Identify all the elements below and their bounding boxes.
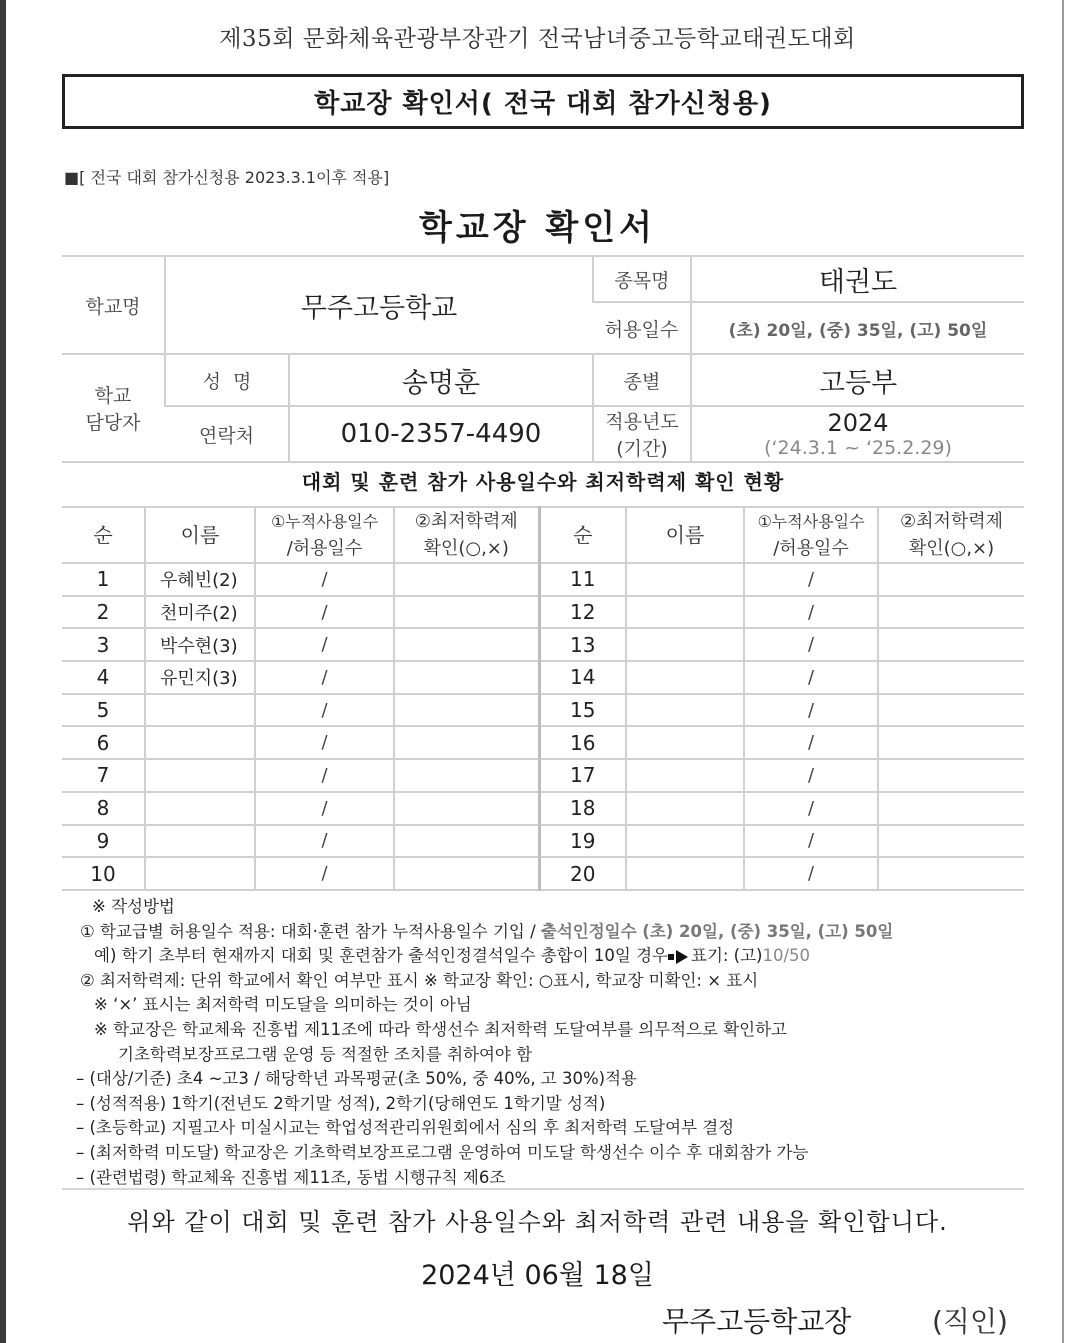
row-number: 7	[62, 759, 145, 792]
check-cell	[394, 726, 539, 759]
header-name-right: 이름	[626, 507, 744, 563]
instruction-1	[80, 920, 1020, 945]
check-cell	[394, 628, 539, 661]
header-days-left	[255, 507, 394, 563]
year-label-line2: (기간)	[616, 438, 668, 460]
arrow-right-icon	[676, 950, 688, 964]
staff-label-line2: 담당자	[85, 412, 141, 434]
days-cell: /	[744, 792, 878, 825]
allowed-days-label: 허용일수	[593, 302, 691, 354]
check-cell	[878, 825, 1024, 858]
row-number: 19	[539, 825, 626, 858]
row-number: 18	[539, 792, 626, 825]
check-cell	[394, 857, 539, 890]
check-cell	[878, 857, 1024, 890]
check-cell	[878, 661, 1024, 694]
official-seal: (직인)	[932, 1305, 1008, 1338]
table-row	[62, 825, 1024, 858]
days-cell: /	[255, 596, 394, 629]
contact-label: 연락처	[165, 406, 289, 462]
event-title: 제35회 문화체육관광부장관기 전국남녀중고등학교태권도대회	[219, 26, 856, 52]
table-row	[62, 792, 1024, 825]
athlete-name	[626, 792, 744, 825]
check-cell	[394, 563, 539, 596]
year-label-line1: 적용년도	[605, 411, 679, 433]
header-days-left-line1: ①누적사용일수	[270, 512, 379, 531]
days-cell: /	[744, 857, 878, 890]
row-number: 16	[539, 726, 626, 759]
row-number: 4	[62, 661, 145, 694]
confirmation-statement: 위와 같이 대회 및 훈련 참가 사용일수와 최저학력 관련 내용을 확인합니다.	[127, 1208, 948, 1236]
athlete-name	[145, 726, 255, 759]
row-number: 15	[539, 694, 626, 727]
days-cell: /	[255, 628, 394, 661]
year-label	[593, 406, 691, 462]
instruction-note-2: ※ 학교장은 학교체육 진흥법 제11조에 따라 학생선수 최저학력 도달여부를 의무적으로 확인하고	[94, 1019, 787, 1039]
athlete-name	[626, 759, 744, 792]
days-cell: /	[744, 596, 878, 629]
check-cell	[394, 792, 539, 825]
check-cell	[394, 596, 539, 629]
roster-table	[62, 506, 1024, 891]
days-cell: /	[744, 563, 878, 596]
athlete-name	[145, 759, 255, 792]
example-notation: 표기: (고)	[691, 946, 763, 966]
days-cell: /	[255, 759, 394, 792]
athlete-name	[145, 792, 255, 825]
check-cell	[878, 759, 1024, 792]
row-number: 14	[539, 661, 626, 694]
header-min-right-line1: ②최저학력제	[899, 511, 1004, 532]
row-number: 1	[62, 563, 145, 596]
attendance-allowance: 출석인정일수 (초) 20일, (중) 35일, (고) 50일	[540, 921, 894, 941]
row-number: 5	[62, 694, 145, 727]
check-cell	[878, 726, 1024, 759]
row-number: 13	[539, 628, 626, 661]
check-cell	[878, 596, 1024, 629]
table-row	[62, 857, 1024, 890]
days-cell: /	[744, 661, 878, 694]
athlete-name	[626, 726, 744, 759]
athlete-name	[626, 694, 744, 727]
athlete-name	[626, 563, 744, 596]
header-min-left-line1: ②최저학력제	[414, 511, 518, 532]
athlete-name	[626, 628, 744, 661]
athlete-name	[626, 661, 744, 694]
header-no-right: 순	[539, 507, 626, 563]
days-cell: /	[255, 792, 394, 825]
instruction-1-example	[80, 944, 1020, 969]
staff-label-line1: 학교	[94, 385, 132, 407]
event-value: 태권도	[691, 256, 1024, 302]
athlete-name	[145, 694, 255, 727]
header-days-right-line2: /허용일수	[773, 538, 849, 559]
school-name-value: 무주고등학교	[165, 256, 593, 354]
division-value: 고등부	[691, 354, 1024, 406]
staff-label	[62, 354, 165, 462]
instruction-1-text: ① 학교급별 허용일수 적용: 대회·훈련 참가 누적사용일수 기입 /	[80, 921, 541, 941]
days-cell: /	[255, 694, 394, 727]
table-row	[62, 596, 1024, 629]
days-cell: /	[255, 661, 394, 694]
header-min-left-line2: 확인(○,×)	[423, 538, 509, 559]
section-title: 대회 및 훈련 참가 사용일수와 최저학력제 확인 현황	[301, 470, 785, 494]
signature-date: 2024년 06월 18일	[421, 1260, 654, 1291]
days-cell: /	[744, 628, 878, 661]
header-no-left: 순	[62, 507, 145, 563]
table-row	[62, 628, 1024, 661]
check-cell	[394, 694, 539, 727]
detail-2: – (성적적용) 1학기(전년도 2학기말 성적), 2학기(당해연도 1학기말 성적)	[76, 1093, 606, 1113]
header-days-right-line1: ①누적사용일수	[757, 512, 865, 531]
arrow-icon-bar	[668, 954, 674, 960]
table-row	[62, 563, 1024, 596]
event-label: 종목명	[593, 256, 691, 302]
instructions-heading: ※ 작성방법	[92, 897, 175, 916]
banner-title: 학교장 확인서( 전국 대회 참가신청용)	[62, 74, 1024, 129]
staff-name-value: 송명훈	[289, 354, 593, 406]
table-row	[62, 726, 1024, 759]
detail-5: – (관련법령) 학교체육 진흥법 제11조, 동법 시행규칙 제6조	[76, 1167, 506, 1187]
days-cell: /	[744, 726, 878, 759]
header-min-right	[878, 507, 1024, 563]
check-cell	[394, 825, 539, 858]
athlete-name	[626, 825, 744, 858]
athlete-name: 유민지(3)	[145, 661, 255, 694]
days-cell: /	[744, 694, 878, 727]
row-number: 9	[62, 825, 145, 858]
detail-3: – (초등학교) 지필고사 미실시교는 학업성적관리위원회에서 심의 후 최저학력 도달여부 결정	[76, 1118, 735, 1138]
period-value: (‘24.3.1 ~ ‘25.2.29)	[764, 437, 952, 459]
header-days-left-line2: /허용일수	[286, 538, 363, 559]
school-name-label: 학교명	[62, 256, 165, 354]
days-cell: /	[255, 825, 394, 858]
instructions	[76, 895, 1020, 1190]
row-number: 6	[62, 726, 145, 759]
check-cell	[878, 628, 1024, 661]
athlete-name	[626, 596, 744, 629]
row-number: 2	[62, 596, 145, 629]
table-row	[62, 759, 1024, 792]
detail-4: – (최저학력 미도달) 학교장은 기초학력보장프로그램 운영하여 미도달 학생선수 이수 후 대회참가 가능	[76, 1142, 809, 1162]
athlete-name: 박수현(3)	[145, 628, 255, 661]
instruction-note-2-cont: 기초학력보장프로그램 운영 등 적절한 조치를 취하여야 함	[118, 1044, 533, 1064]
check-cell	[878, 563, 1024, 596]
document-title: 학교장 확인서	[419, 208, 656, 248]
table-row	[62, 694, 1024, 727]
school-info-table	[62, 255, 1024, 463]
example-text: 예) 학기 초부터 현재까지 대회 및 훈련참가 출석인정결석일수 총합이 10일 경우	[94, 946, 668, 966]
athlete-name	[626, 857, 744, 890]
days-cell: /	[255, 726, 394, 759]
header-days-right	[744, 507, 878, 563]
instruction-2: ② 최저학력제: 단위 학교에서 확인 여부만 표시 ※ 학교장 확인: ○표시, 학교장 미확인: × 표시	[80, 970, 759, 990]
header-min-right-line2: 확인(○,×)	[908, 538, 995, 559]
check-cell	[878, 694, 1024, 727]
staff-name-label: 성 명	[165, 354, 289, 406]
row-number: 8	[62, 792, 145, 825]
athlete-name	[145, 857, 255, 890]
days-cell: /	[255, 563, 394, 596]
header-name-left: 이름	[145, 507, 255, 563]
instruction-note-1: ※ ‘×’ 표시는 최저학력 미도달을 의미하는 것이 아님	[94, 995, 472, 1015]
detail-1: – (대상/기준) 초4 ~고3 / 해당학년 과목평균(초 50%, 중 40%, 고 30%)적용	[76, 1069, 637, 1089]
application-note: ■[ 전국 대회 참가신청용 2023.3.1이후 적용]	[64, 168, 390, 187]
days-cell: /	[744, 825, 878, 858]
days-cell: /	[255, 857, 394, 890]
table-row	[62, 661, 1024, 694]
divider	[62, 1188, 1024, 1190]
year-cell	[691, 406, 1024, 462]
principal-signature: 무주고등학교장	[662, 1305, 852, 1338]
check-cell	[394, 661, 539, 694]
row-number: 12	[539, 596, 626, 629]
division-label: 종별	[593, 354, 691, 406]
row-number: 20	[539, 857, 626, 890]
example-value: 10/50	[762, 946, 811, 966]
check-cell	[878, 792, 1024, 825]
athlete-name: 우혜빈(2)	[145, 563, 255, 596]
athlete-name	[145, 825, 255, 858]
days-cell: /	[744, 759, 878, 792]
athlete-name: 천미주(2)	[145, 596, 255, 629]
header-min-left	[394, 507, 539, 563]
row-number: 11	[539, 563, 626, 596]
row-number: 17	[539, 759, 626, 792]
row-number: 3	[62, 628, 145, 661]
year-value: 2024	[827, 409, 889, 437]
row-number: 10	[62, 857, 145, 890]
allowed-days-value: (초) 20일, (중) 35일, (고) 50일	[691, 302, 1024, 354]
check-cell	[394, 759, 539, 792]
contact-value: 010-2357-4490	[289, 406, 593, 462]
